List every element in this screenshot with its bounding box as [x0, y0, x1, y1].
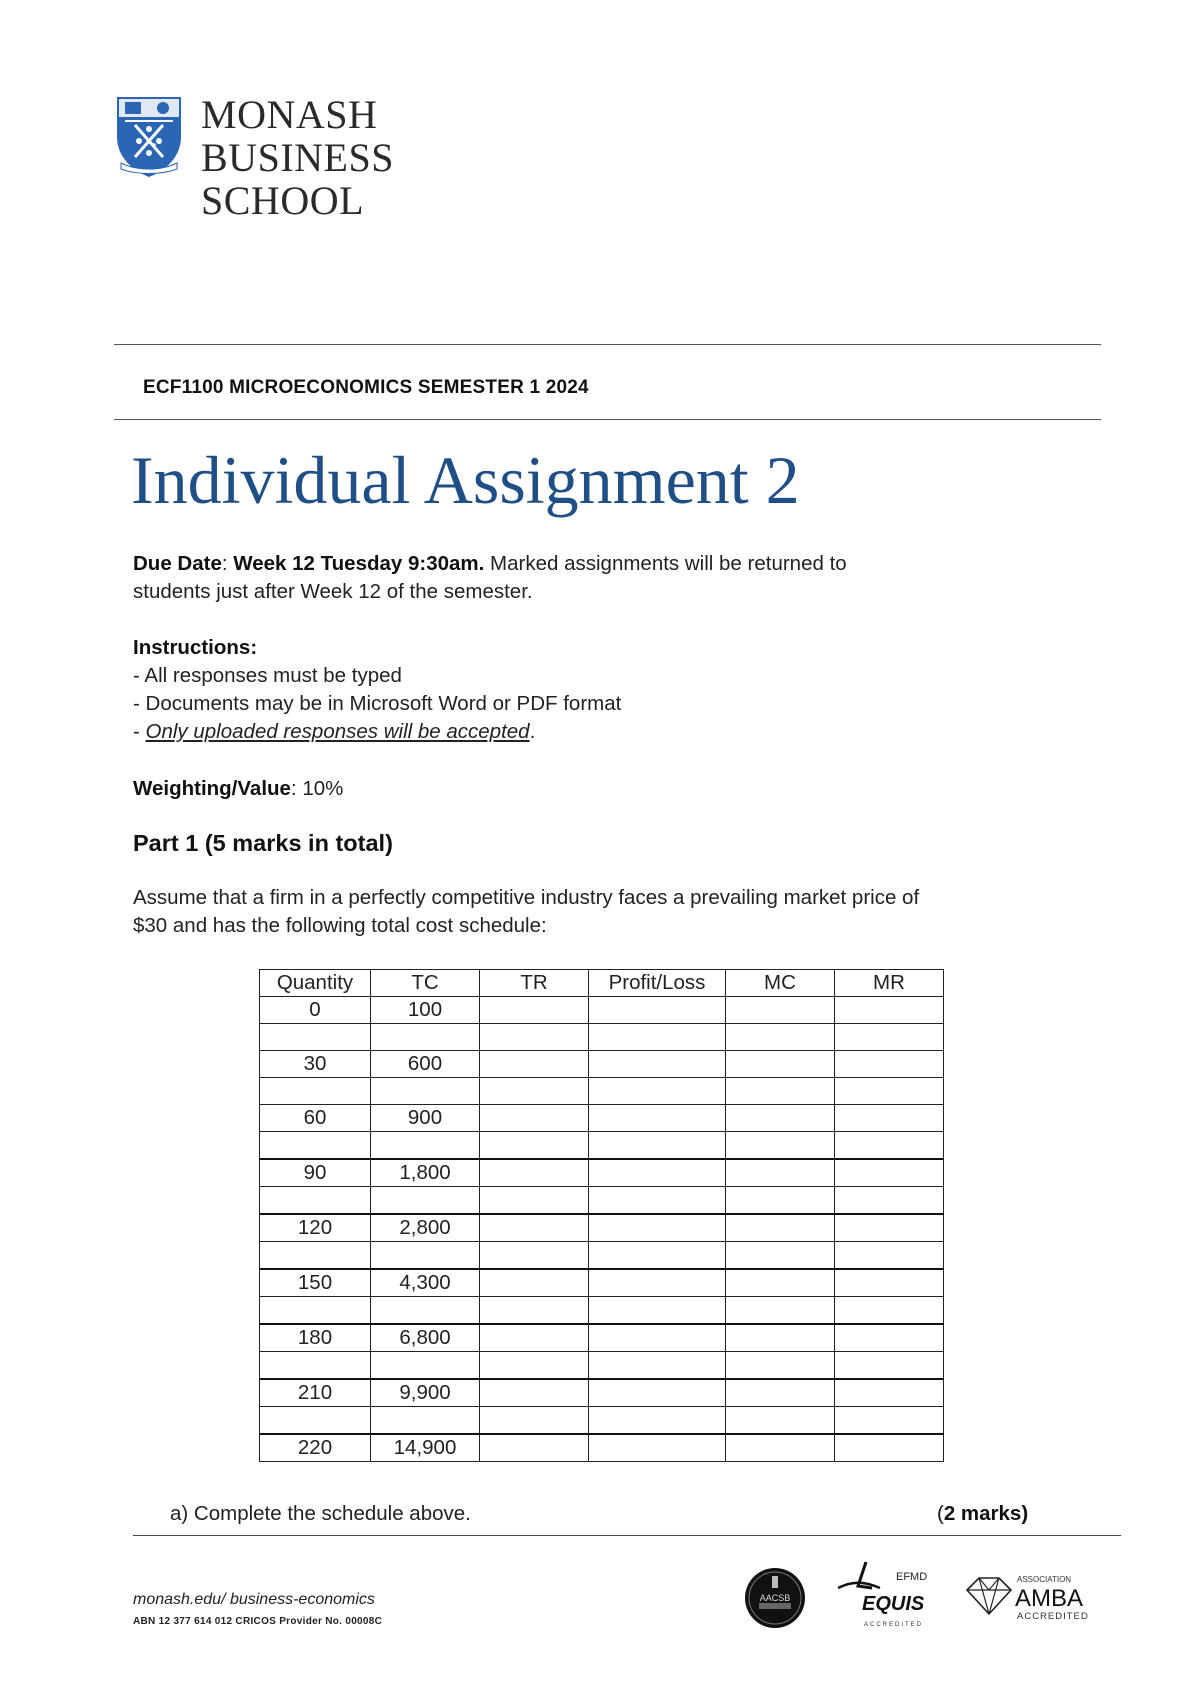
profit-cell	[589, 1269, 726, 1297]
tc-cell: 14,900	[371, 1434, 480, 1462]
profit-cell	[589, 1297, 726, 1325]
header-mr: MR	[835, 970, 944, 997]
amba-text: AMBA	[1015, 1585, 1084, 1612]
instruction-item-2: - Documents may be in Microsoft Word or PDF format	[133, 692, 622, 715]
tc-cell	[371, 1352, 480, 1380]
mr-cell	[835, 1187, 944, 1215]
table-row	[260, 1024, 944, 1051]
quantity-cell	[260, 1078, 371, 1105]
mr-cell	[835, 1352, 944, 1380]
table-row	[260, 1352, 944, 1380]
profit-cell	[589, 1132, 726, 1160]
mr-cell	[835, 1051, 944, 1078]
tr-cell	[480, 1379, 589, 1407]
tc-cell	[371, 1024, 480, 1051]
instruction-item-1: - All responses must be typed	[133, 664, 402, 687]
table-row	[260, 1214, 944, 1242]
part-1-heading: Part 1 (5 marks in total)	[133, 830, 393, 856]
tc-cell	[371, 1407, 480, 1435]
quantity-cell	[260, 1024, 371, 1051]
quantity-cell: 220	[260, 1434, 371, 1462]
logo-line-3: SCHOOL	[201, 178, 365, 223]
aacsb-logo	[743, 1566, 807, 1630]
equis-sub-text: ACCREDITED	[864, 1622, 924, 1628]
tc-cell	[371, 1242, 480, 1270]
quantity-cell: 90	[260, 1159, 371, 1187]
tr-cell	[480, 1159, 589, 1187]
tc-cell: 9,900	[371, 1379, 480, 1407]
quantity-cell	[260, 1297, 371, 1325]
table-row	[260, 1324, 944, 1352]
tc-cell	[371, 1187, 480, 1215]
header-bottom-rule	[114, 419, 1101, 420]
quantity-cell: 180	[260, 1324, 371, 1352]
header-quantity: Quantity	[260, 970, 371, 997]
mc-cell	[726, 1269, 835, 1297]
mr-cell	[835, 1214, 944, 1242]
tc-cell	[371, 1078, 480, 1105]
profit-cell	[589, 1434, 726, 1462]
tr-cell	[480, 1078, 589, 1105]
footer-rule	[133, 1535, 1121, 1536]
tr-cell	[480, 1105, 589, 1132]
mr-cell	[835, 1078, 944, 1105]
profit-cell	[589, 1159, 726, 1187]
part-1-intro-line-2: $30 and has the following total cost schedule:	[133, 914, 547, 937]
instruction-item-3-suffix: .	[529, 720, 536, 743]
footer-abn: ABN 12 377 614 012 CRICOS Provider No. 00008C	[133, 1616, 383, 1627]
instruction-item-3-prefix: -	[133, 720, 146, 743]
mc-cell	[726, 1024, 835, 1051]
mr-cell	[835, 997, 944, 1024]
mr-cell	[835, 1269, 944, 1297]
equis-logo	[836, 1560, 936, 1630]
monash-logo	[115, 92, 415, 225]
profit-cell	[589, 997, 726, 1024]
header-profit-loss: Profit/Loss	[589, 970, 726, 997]
table-row	[260, 997, 944, 1024]
cost-schedule-table	[259, 969, 944, 1462]
profit-cell	[589, 1051, 726, 1078]
table-row	[260, 1187, 944, 1215]
mr-cell	[835, 1105, 944, 1132]
question-a: a) Complete the schedule above.	[170, 1502, 471, 1525]
tc-cell	[371, 1132, 480, 1160]
amba-logo	[965, 1572, 1101, 1624]
course-header: ECF1100 MICROECONOMICS SEMESTER 1 2024	[143, 377, 589, 398]
tc-cell: 6,800	[371, 1324, 480, 1352]
due-date-value: Week 12 Tuesday 9:30am.	[233, 552, 485, 575]
tr-cell	[480, 1051, 589, 1078]
tr-cell	[480, 1214, 589, 1242]
weighting-line	[133, 775, 1083, 803]
table-row	[260, 1434, 944, 1462]
mr-cell	[835, 1242, 944, 1270]
footer-url: monash.edu/ business-economics	[133, 1591, 375, 1608]
amba-mark-icon	[965, 1572, 1101, 1624]
mc-cell	[726, 1352, 835, 1380]
quantity-cell: 120	[260, 1214, 371, 1242]
tc-cell: 600	[371, 1051, 480, 1078]
mr-cell	[835, 1324, 944, 1352]
profit-cell	[589, 1352, 726, 1380]
tr-cell	[480, 1024, 589, 1051]
table-header-row	[260, 970, 944, 997]
question-a-marks	[937, 1502, 1028, 1526]
profit-cell	[589, 1187, 726, 1215]
weighting-label: Weighting/Value	[133, 777, 291, 800]
quantity-cell: 150	[260, 1269, 371, 1297]
tc-cell: 100	[371, 997, 480, 1024]
instruction-item-3	[133, 718, 1083, 746]
tr-cell	[480, 997, 589, 1024]
tr-cell	[480, 1132, 589, 1160]
part-1-intro-line-1: Assume that a firm in a perfectly competitive industry faces a prevailing market price of	[133, 886, 920, 909]
amba-top-text: ASSOCIATION	[1017, 1575, 1072, 1584]
equis-mark-icon	[836, 1560, 936, 1630]
equis-text: EQUIS	[862, 1593, 925, 1615]
tr-cell	[480, 1269, 589, 1297]
page-title: Individual Assignment 2	[131, 442, 800, 518]
mc-cell	[726, 1159, 835, 1187]
mr-cell	[835, 1434, 944, 1462]
mc-cell	[726, 1297, 835, 1325]
header-top-rule	[114, 344, 1101, 345]
mc-cell	[726, 1407, 835, 1435]
due-date-label: Due Date	[133, 552, 222, 575]
table-row	[260, 1242, 944, 1270]
logo-line-1: MONASH	[201, 92, 378, 137]
tc-cell	[371, 1297, 480, 1325]
mr-cell	[835, 1379, 944, 1407]
quantity-cell: 30	[260, 1051, 371, 1078]
quantity-cell: 0	[260, 997, 371, 1024]
mc-cell	[726, 1132, 835, 1160]
tr-cell	[480, 1297, 589, 1325]
quantity-cell: 210	[260, 1379, 371, 1407]
tr-cell	[480, 1407, 589, 1435]
header-tc: TC	[371, 970, 480, 997]
logo-wordmark	[201, 93, 394, 222]
tc-cell: 900	[371, 1105, 480, 1132]
quantity-cell	[260, 1352, 371, 1380]
mc-cell	[726, 1187, 835, 1215]
due-date-rest-1: Marked assignments will be returned to	[484, 552, 847, 575]
profit-cell	[589, 1379, 726, 1407]
quantity-cell	[260, 1407, 371, 1435]
part-1-intro	[133, 884, 1083, 940]
logo-line-2: BUSINESS	[201, 135, 394, 180]
profit-cell	[589, 1078, 726, 1105]
header-tr: TR	[480, 970, 589, 997]
mr-cell	[835, 1297, 944, 1325]
aacsb-badge-icon	[743, 1566, 807, 1630]
mc-cell	[726, 1051, 835, 1078]
table-row	[260, 1407, 944, 1435]
tr-cell	[480, 1187, 589, 1215]
profit-cell	[589, 1024, 726, 1051]
quantity-cell	[260, 1187, 371, 1215]
profit-cell	[589, 1407, 726, 1435]
profit-cell	[589, 1242, 726, 1270]
amba-sub-text: ACCREDITED	[1017, 1611, 1089, 1622]
tc-cell: 2,800	[371, 1214, 480, 1242]
mc-cell	[726, 1078, 835, 1105]
quantity-cell	[260, 1242, 371, 1270]
quantity-cell: 60	[260, 1105, 371, 1132]
mr-cell	[835, 1024, 944, 1051]
mc-cell	[726, 1379, 835, 1407]
tr-cell	[480, 1352, 589, 1380]
tc-cell: 4,300	[371, 1269, 480, 1297]
quantity-cell	[260, 1132, 371, 1160]
instructions-block	[133, 634, 1083, 746]
profit-cell	[589, 1324, 726, 1352]
instruction-item-3-underlined: Only uploaded responses will be accepted	[145, 720, 530, 743]
mc-cell	[726, 997, 835, 1024]
mr-cell	[835, 1159, 944, 1187]
tr-cell	[480, 1242, 589, 1270]
mc-cell	[726, 1214, 835, 1242]
mr-cell	[835, 1132, 944, 1160]
tc-cell: 1,800	[371, 1159, 480, 1187]
mr-cell	[835, 1407, 944, 1435]
due-date-colon: :	[221, 552, 234, 575]
mc-cell	[726, 1324, 835, 1352]
monash-shield-icon	[115, 95, 183, 179]
table-row	[260, 1379, 944, 1407]
profit-cell	[589, 1105, 726, 1132]
table-row	[260, 1269, 944, 1297]
instructions-label: Instructions:	[133, 636, 258, 659]
table-row	[260, 1297, 944, 1325]
due-date-paragraph	[133, 550, 1083, 606]
table-row	[260, 1078, 944, 1105]
question-a-marks-open: (	[937, 1502, 944, 1525]
mc-cell	[726, 1242, 835, 1270]
profit-cell	[589, 1214, 726, 1242]
tr-cell	[480, 1434, 589, 1462]
tr-cell	[480, 1324, 589, 1352]
table-row	[260, 1132, 944, 1160]
table-row	[260, 1159, 944, 1187]
mc-cell	[726, 1434, 835, 1462]
due-date-rest-2: students just after Week 12 of the semester.	[133, 580, 533, 603]
mc-cell	[726, 1105, 835, 1132]
weighting-value: : 10%	[290, 777, 344, 800]
aacsb-text: AACSB	[759, 1593, 791, 1603]
table-row	[260, 1051, 944, 1078]
question-a-marks-value: 2 marks)	[943, 1502, 1029, 1525]
header-mc: MC	[726, 970, 835, 997]
equis-top-text: EFMD	[896, 1571, 928, 1583]
table-row	[260, 1105, 944, 1132]
